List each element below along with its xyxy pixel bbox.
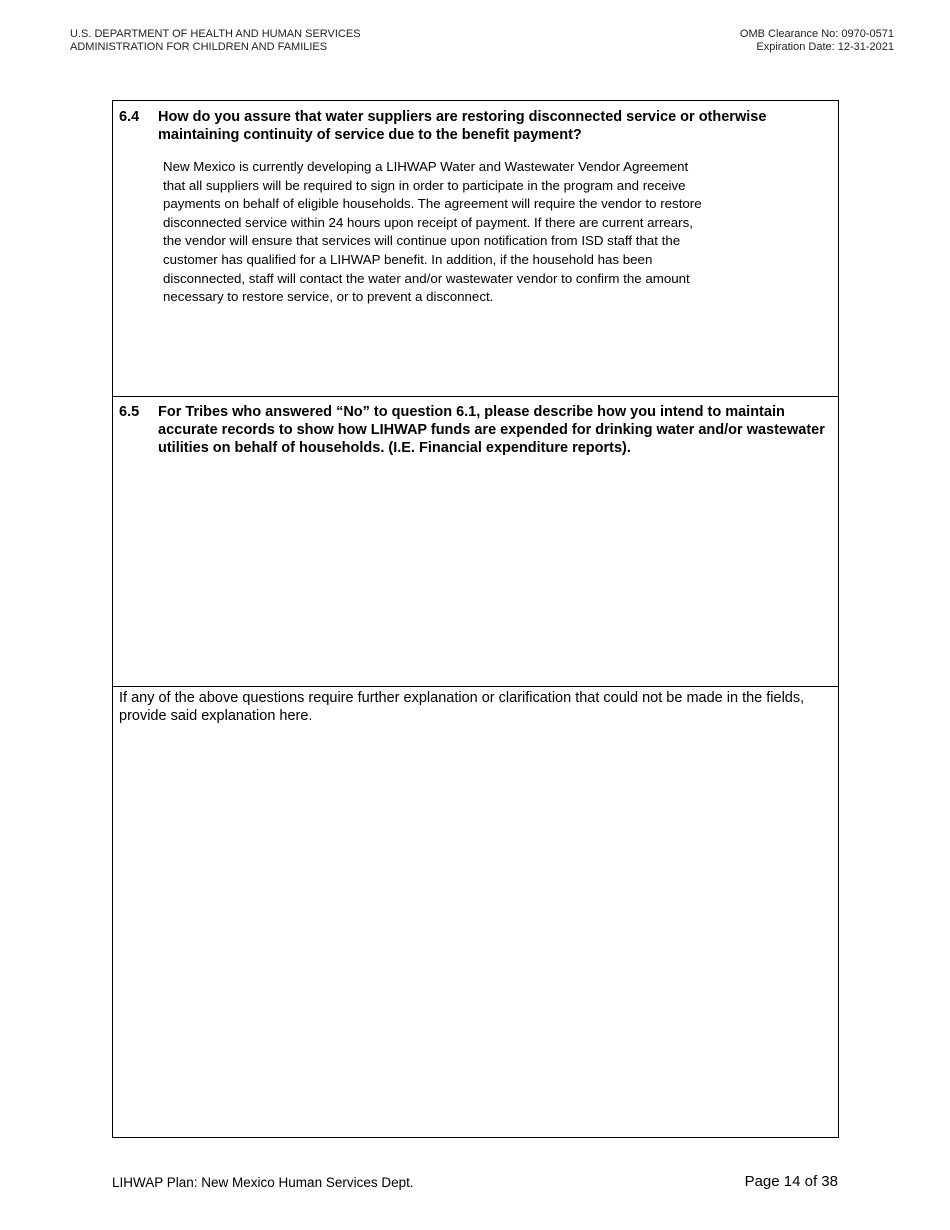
explanation-prompt: If any of the above questions require further explanation or clarification that could not be made in the fields, provide said explanation here. [119, 690, 805, 724]
omb-clearance-number: OMB Clearance No: 0970-0571 [739, 28, 894, 40]
question-number: 6.4 [119, 109, 140, 125]
question-number: 6.5 [119, 404, 140, 420]
question-text: How do you assure that water suppliers are restoring disconnected service or otherwise maintaining continuity of service due to the benefit payment? [158, 109, 767, 143]
agency-header [70, 28, 361, 53]
section-6-4 [113, 101, 838, 397]
answer-field[interactable]: New Mexico is currently developing a LIHWAP Water and Wastewater Vendor Agreement that all suppliers will be required to sign in order to participate in the program and receive payments on behalf of eligible households. The agreement will require the vendor to restore disconnected service within 24 hours upon receipt of payment. If there are current arrears, the vendor will ensure that services will continue upon notification from ISD staff that the customer has qualified for a LIHWAP benefit. In addition, if the household has been disconnected, staff will contact the water and/or wastewater vendor to confirm the amount necessary to restore service, or to prevent a disconnect. [163, 159, 702, 305]
page-number: Page 14 of 38 [744, 1173, 838, 1190]
section-explanation [113, 687, 838, 1137]
omb-header [740, 28, 894, 53]
department-name: U.S. DEPARTMENT OF HEALTH AND HUMAN SERVICES [70, 28, 361, 40]
question-text: For Tribes who answered “No” to question 6.1, please describe how you intend to maintain accurate records to show how LIHWAP funds are expended for drinking water and/or wastewater utilities on behalf of households. (I.E. Financial expenditure reports). [158, 404, 825, 456]
footer-plan-label: LIHWAP Plan: New Mexico Human Services Dept. [112, 1175, 414, 1190]
section-6-5 [113, 397, 838, 687]
form-table [112, 100, 839, 1138]
expiration-date: Expiration Date: 12-31-2021 [756, 40, 894, 53]
administration-name: ADMINISTRATION FOR CHILDREN AND FAMILIES [70, 40, 328, 53]
